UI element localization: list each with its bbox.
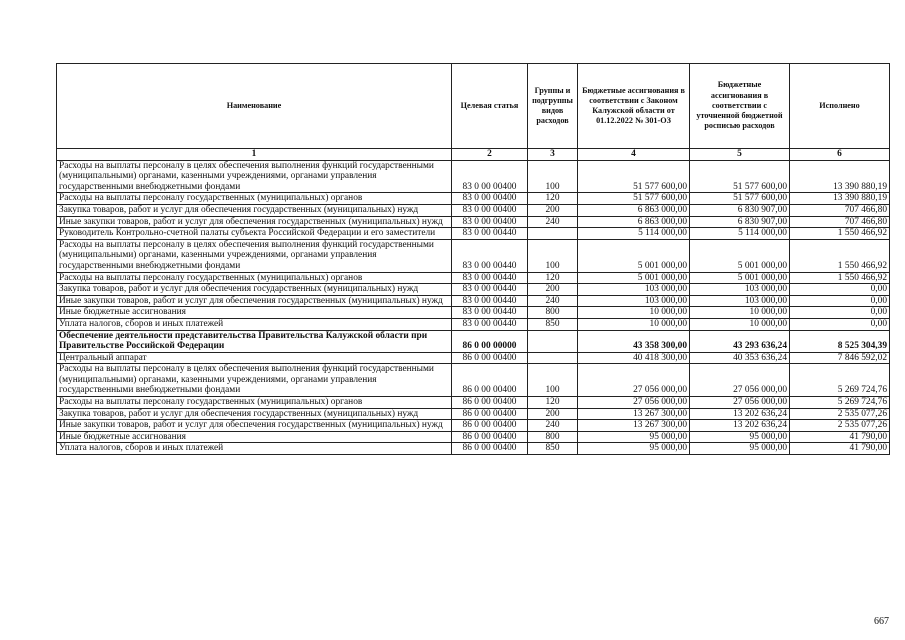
law-allocation-cell: 95 000,00 [578,443,690,455]
refined-allocation-cell: 6 830 907,00 [690,204,790,216]
target-article-cell: 83 0 00 00400 [452,216,528,228]
column-number-row [57,149,890,161]
target-article-cell: 86 0 00 00400 [452,443,528,455]
row-name-cell: Иные закупки товаров, работ и услуг для обеспечения государственных (муниципальных) нужд [57,295,452,307]
expense-group-cell: 100 [528,160,578,193]
law-allocation-cell: 5 001 000,00 [578,272,690,284]
expense-group-cell: 850 [528,318,578,330]
expense-group-cell [528,330,578,352]
executed-cell: 7 846 592,02 [790,352,890,364]
table-row [57,408,890,420]
expense-group-cell: 100 [528,239,578,272]
refined-allocation-cell: 27 056 000,00 [690,364,790,397]
header-executed: Исполнено [790,64,890,149]
executed-cell: 2 535 077,26 [790,408,890,420]
row-name-cell: Иные бюджетные ассигнования [57,307,452,319]
executed-cell: 0,00 [790,318,890,330]
table-row [57,193,890,205]
row-name-cell: Закупка товаров, работ и услуг для обеспечения государственных (муниципальных) нужд [57,204,452,216]
row-name-cell: Иные закупки товаров, работ и услуг для обеспечения государственных (муниципальных) нужд [57,216,452,228]
target-article-cell: 86 0 00 00400 [452,397,528,409]
target-article-cell: 83 0 00 00440 [452,239,528,272]
executed-cell: 5 269 724,76 [790,364,890,397]
column-number: 3 [528,149,578,161]
refined-allocation-cell: 10 000,00 [690,307,790,319]
header-expense-group: Группы и подгруппы видов расходов [528,64,578,149]
executed-cell: 1 550 466,92 [790,272,890,284]
target-article-cell: 83 0 00 00440 [452,318,528,330]
target-article-cell: 83 0 00 00440 [452,295,528,307]
target-article-cell: 83 0 00 00400 [452,204,528,216]
law-allocation-cell: 51 577 600,00 [578,160,690,193]
table-row [57,318,890,330]
table-row [57,239,890,272]
row-name-cell: Расходы на выплаты персоналу в целях обеспечения выполнения функций государственными (муниципальными) органами, казенными учреждениями, органами управления государственными внебюджетными фондами [57,239,452,272]
row-name-cell: Центральный аппарат [57,352,452,364]
refined-allocation-cell: 5 001 000,00 [690,239,790,272]
row-name-cell: Руководитель Контрольно-счетной палаты субъекта Российской Федерации и его заместители [57,228,452,240]
executed-cell: 13 390 880,19 [790,193,890,205]
table-row [57,420,890,432]
target-article-cell: 86 0 00 00400 [452,364,528,397]
row-name-cell: Расходы на выплаты персоналу государственных (муниципальных) органов [57,272,452,284]
table-body [57,160,890,454]
refined-allocation-cell: 51 577 600,00 [690,193,790,205]
table-row [57,330,890,352]
header-law-allocation: Бюджетные ассигнования в соответствии с Законом Калужской области от 01.12.2022 № 301-ОЗ [578,64,690,149]
expense-group-cell: 850 [528,443,578,455]
page-number: 667 [874,616,889,627]
table-row [57,272,890,284]
row-name-cell: Закупка товаров, работ и услуг для обеспечения государственных (муниципальных) нужд [57,284,452,296]
expense-group-cell: 120 [528,397,578,409]
refined-allocation-cell: 27 056 000,00 [690,397,790,409]
refined-allocation-cell: 5 001 000,00 [690,272,790,284]
law-allocation-cell: 10 000,00 [578,307,690,319]
column-number: 5 [690,149,790,161]
executed-cell: 1 550 466,92 [790,239,890,272]
header-target-article: Целевая статья [452,64,528,149]
refined-allocation-cell: 5 114 000,00 [690,228,790,240]
expense-group-cell [528,352,578,364]
expense-group-cell: 120 [528,193,578,205]
target-article-cell: 83 0 00 00440 [452,284,528,296]
executed-cell: 0,00 [790,295,890,307]
row-name-cell: Расходы на выплаты персоналу в целях обеспечения выполнения функций государственными (муниципальными) органами, казенными учреждениями, органами управления государственными внебюджетными фондами [57,364,452,397]
table-row [57,443,890,455]
expense-group-cell: 800 [528,307,578,319]
expense-group-cell: 800 [528,431,578,443]
target-article-cell: 83 0 00 00440 [452,228,528,240]
refined-allocation-cell: 6 830 907,00 [690,216,790,228]
target-article-cell: 83 0 00 00440 [452,272,528,284]
law-allocation-cell: 13 267 300,00 [578,420,690,432]
refined-allocation-cell: 40 353 636,24 [690,352,790,364]
law-allocation-cell: 5 001 000,00 [578,239,690,272]
table-row [57,204,890,216]
law-allocation-cell: 27 056 000,00 [578,364,690,397]
law-allocation-cell: 40 418 300,00 [578,352,690,364]
refined-allocation-cell: 10 000,00 [690,318,790,330]
table-row [57,160,890,193]
table-row [57,431,890,443]
executed-cell: 2 535 077,26 [790,420,890,432]
table-row [57,216,890,228]
target-article-cell: 86 0 00 00400 [452,431,528,443]
header-refined-allocation: Бюджетные ассигнования в соответствии с уточненной бюджетной росписью расходов [690,64,790,149]
refined-allocation-cell: 13 202 636,24 [690,408,790,420]
executed-cell: 707 466,80 [790,216,890,228]
expense-group-cell: 200 [528,408,578,420]
header-name: Наименование [57,64,452,149]
expense-group-cell [528,228,578,240]
target-article-cell: 83 0 00 00400 [452,193,528,205]
law-allocation-cell: 27 056 000,00 [578,397,690,409]
table-header-row [57,64,890,149]
column-number: 6 [790,149,890,161]
expense-group-cell: 120 [528,272,578,284]
table-row [57,307,890,319]
table-row [57,295,890,307]
law-allocation-cell: 6 863 000,00 [578,216,690,228]
expense-group-cell: 100 [528,364,578,397]
executed-cell: 0,00 [790,284,890,296]
refined-allocation-cell: 43 293 636,24 [690,330,790,352]
expense-group-cell: 240 [528,216,578,228]
table-row [57,352,890,364]
row-name-cell: Иные закупки товаров, работ и услуг для обеспечения государственных (муниципальных) нужд [57,420,452,432]
target-article-cell: 86 0 00 00000 [452,330,528,352]
law-allocation-cell: 43 358 300,00 [578,330,690,352]
row-name-cell: Иные бюджетные ассигнования [57,431,452,443]
law-allocation-cell: 95 000,00 [578,431,690,443]
target-article-cell: 83 0 00 00400 [452,160,528,193]
row-name-cell: Закупка товаров, работ и услуг для обеспечения государственных (муниципальных) нужд [57,408,452,420]
law-allocation-cell: 103 000,00 [578,284,690,296]
law-allocation-cell: 103 000,00 [578,295,690,307]
target-article-cell: 86 0 00 00400 [452,352,528,364]
expense-group-cell: 200 [528,204,578,216]
executed-cell: 41 790,00 [790,443,890,455]
table-row [57,228,890,240]
column-number: 4 [578,149,690,161]
row-name-cell: Обеспечение деятельности представительства Правительства Калужской области при Правительстве Российской Федерации [57,330,452,352]
table-row [57,397,890,409]
executed-cell: 0,00 [790,307,890,319]
row-name-cell: Расходы на выплаты персоналу государственных (муниципальных) органов [57,397,452,409]
row-name-cell: Уплата налогов, сборов и иных платежей [57,318,452,330]
executed-cell: 5 269 724,76 [790,397,890,409]
table-row [57,364,890,397]
law-allocation-cell: 6 863 000,00 [578,204,690,216]
refined-allocation-cell: 95 000,00 [690,431,790,443]
executed-cell: 8 525 304,39 [790,330,890,352]
budget-report-sheet [56,63,890,455]
row-name-cell: Расходы на выплаты персоналу в целях обеспечения выполнения функций государственными (муниципальными) органами, казенными учреждениями, органами управления государственными внебюджетными фондами [57,160,452,193]
expense-group-cell: 240 [528,420,578,432]
budget-execution-table [56,63,890,455]
expense-group-cell: 200 [528,284,578,296]
executed-cell: 1 550 466,92 [790,228,890,240]
target-article-cell: 86 0 00 00400 [452,408,528,420]
refined-allocation-cell: 51 577 600,00 [690,160,790,193]
row-name-cell: Уплата налогов, сборов и иных платежей [57,443,452,455]
table-row [57,284,890,296]
row-name-cell: Расходы на выплаты персоналу государственных (муниципальных) органов [57,193,452,205]
refined-allocation-cell: 103 000,00 [690,295,790,307]
column-number: 2 [452,149,528,161]
refined-allocation-cell: 103 000,00 [690,284,790,296]
law-allocation-cell: 51 577 600,00 [578,193,690,205]
expense-group-cell: 240 [528,295,578,307]
law-allocation-cell: 10 000,00 [578,318,690,330]
executed-cell: 707 466,80 [790,204,890,216]
target-article-cell: 86 0 00 00400 [452,420,528,432]
column-number: 1 [57,149,452,161]
law-allocation-cell: 5 114 000,00 [578,228,690,240]
refined-allocation-cell: 13 202 636,24 [690,420,790,432]
target-article-cell: 83 0 00 00440 [452,307,528,319]
refined-allocation-cell: 95 000,00 [690,443,790,455]
law-allocation-cell: 13 267 300,00 [578,408,690,420]
executed-cell: 41 790,00 [790,431,890,443]
executed-cell: 13 390 880,19 [790,160,890,193]
